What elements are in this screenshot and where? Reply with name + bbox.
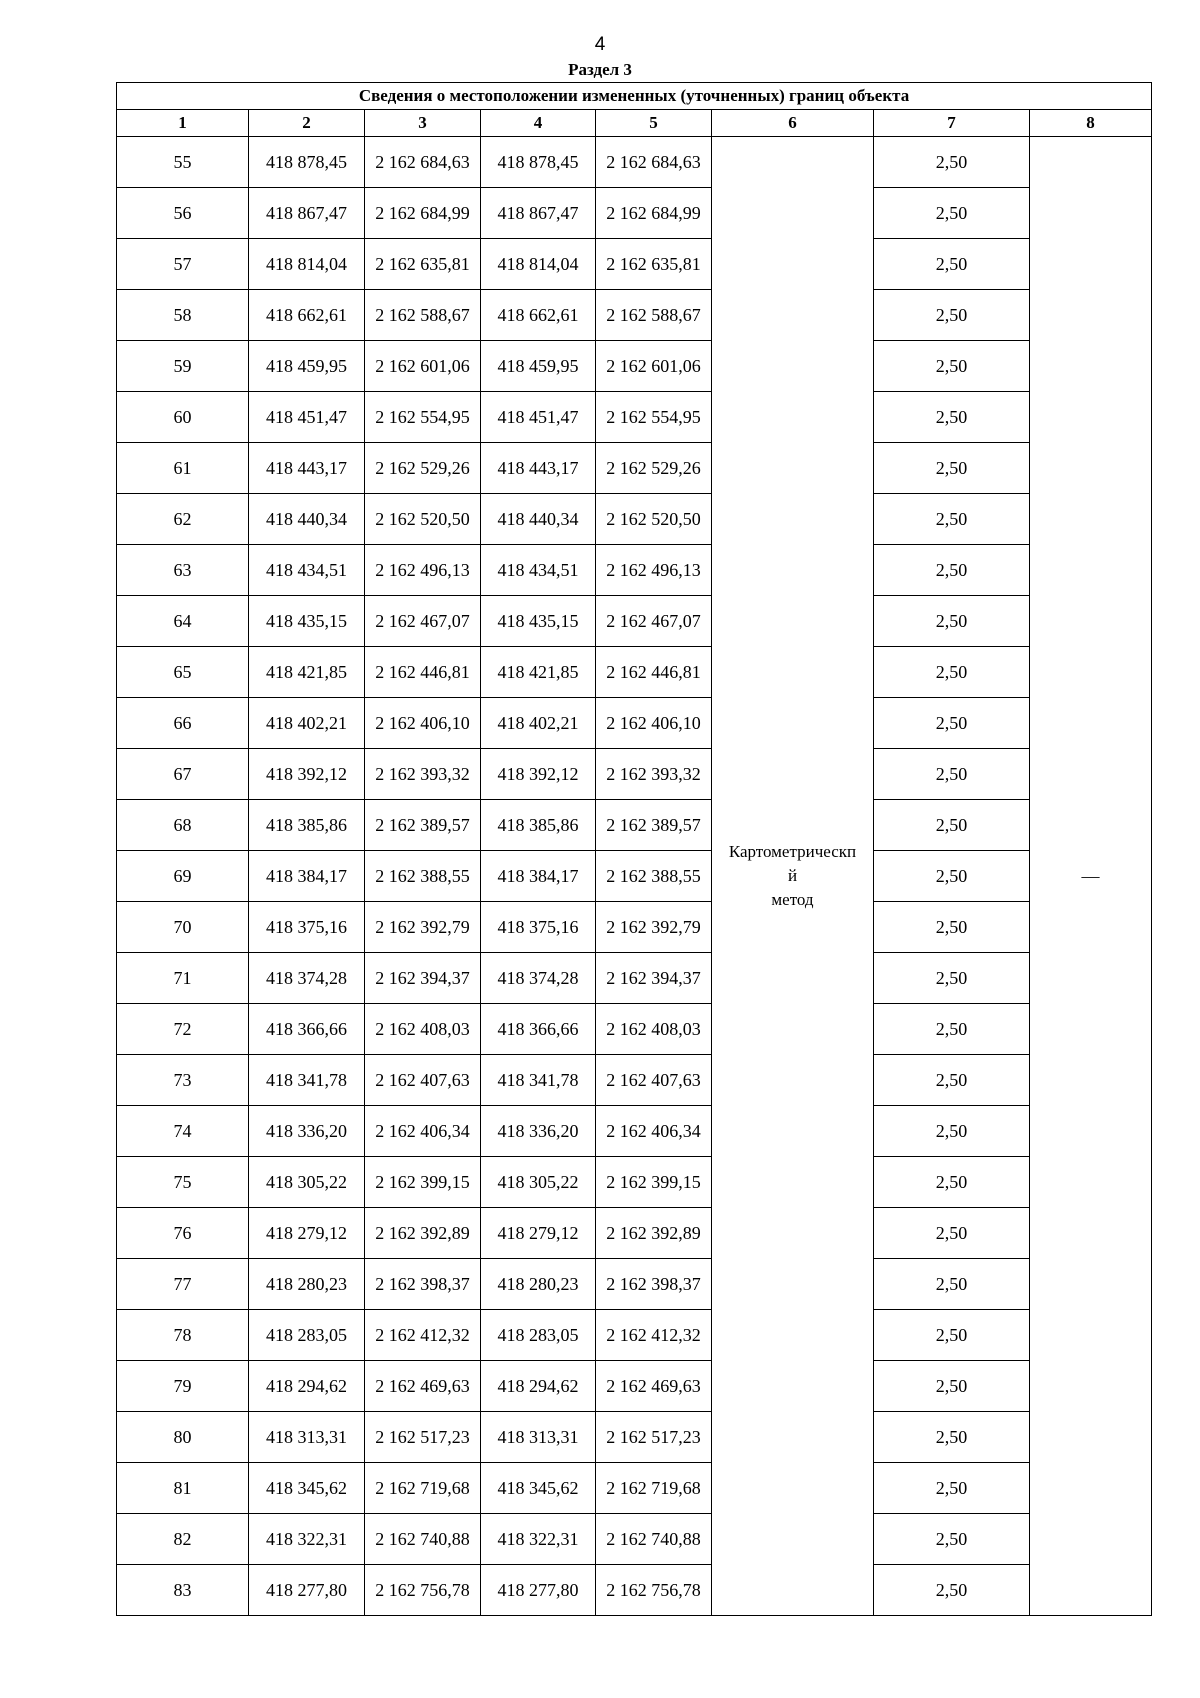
- table-row: [117, 1106, 1152, 1157]
- x-old-cell: 418 384,17: [249, 851, 365, 902]
- x-new-cell: 418 294,62: [481, 1361, 596, 1412]
- point-number-cell: 79: [117, 1361, 249, 1412]
- accuracy-cell: 2,50: [874, 1157, 1030, 1208]
- accuracy-cell: 2,50: [874, 392, 1030, 443]
- y-old-cell: 2 162 469,63: [365, 1361, 481, 1412]
- y-old-cell: 2 162 719,68: [365, 1463, 481, 1514]
- y-new-cell: 2 162 392,79: [596, 902, 712, 953]
- x-old-cell: 418 341,78: [249, 1055, 365, 1106]
- accuracy-cell: 2,50: [874, 749, 1030, 800]
- point-number-cell: 67: [117, 749, 249, 800]
- point-number-cell: 77: [117, 1259, 249, 1310]
- x-old-cell: 418 305,22: [249, 1157, 365, 1208]
- x-new-cell: 418 392,12: [481, 749, 596, 800]
- y-old-cell: 2 162 756,78: [365, 1565, 481, 1616]
- accuracy-cell: 2,50: [874, 1055, 1030, 1106]
- y-old-cell: 2 162 398,37: [365, 1259, 481, 1310]
- y-new-cell: 2 162 529,26: [596, 443, 712, 494]
- point-number-cell: 74: [117, 1106, 249, 1157]
- page-number: 4: [594, 34, 606, 55]
- y-new-cell: 2 162 684,63: [596, 137, 712, 188]
- accuracy-cell: 2,50: [874, 1361, 1030, 1412]
- x-new-cell: 418 313,31: [481, 1412, 596, 1463]
- x-old-cell: 418 392,12: [249, 749, 365, 800]
- y-new-cell: 2 162 635,81: [596, 239, 712, 290]
- point-number-cell: 57: [117, 239, 249, 290]
- column-number: 6: [712, 110, 874, 137]
- y-new-cell: 2 162 406,34: [596, 1106, 712, 1157]
- table-row: [117, 545, 1152, 596]
- table-row: [117, 647, 1152, 698]
- table-row: [117, 1514, 1152, 1565]
- x-old-cell: 418 375,16: [249, 902, 365, 953]
- x-new-cell: 418 341,78: [481, 1055, 596, 1106]
- point-number-cell: 61: [117, 443, 249, 494]
- table-row: [117, 596, 1152, 647]
- x-new-cell: 418 435,15: [481, 596, 596, 647]
- point-number-cell: 56: [117, 188, 249, 239]
- x-new-cell: 418 283,05: [481, 1310, 596, 1361]
- table-row: [117, 698, 1152, 749]
- table-caption: Сведения о местоположении измененных (уточненных) границ объекта: [117, 83, 1152, 110]
- table-row: [117, 239, 1152, 290]
- table-row: [117, 1463, 1152, 1514]
- point-number-cell: 55: [117, 137, 249, 188]
- y-old-cell: 2 162 412,32: [365, 1310, 481, 1361]
- x-old-cell: 418 421,85: [249, 647, 365, 698]
- x-new-cell: 418 451,47: [481, 392, 596, 443]
- table-row: [117, 1208, 1152, 1259]
- y-old-cell: 2 162 399,15: [365, 1157, 481, 1208]
- accuracy-cell: 2,50: [874, 1514, 1030, 1565]
- table-row: [117, 290, 1152, 341]
- point-number-cell: 66: [117, 698, 249, 749]
- y-old-cell: 2 162 392,79: [365, 902, 481, 953]
- point-number-cell: 64: [117, 596, 249, 647]
- y-new-cell: 2 162 467,07: [596, 596, 712, 647]
- accuracy-cell: 2,50: [874, 290, 1030, 341]
- coordinates-table: [116, 82, 1152, 1616]
- y-old-cell: 2 162 684,63: [365, 137, 481, 188]
- table-row: [117, 800, 1152, 851]
- accuracy-cell: 2,50: [874, 1412, 1030, 1463]
- y-old-cell: 2 162 388,55: [365, 851, 481, 902]
- x-new-cell: 418 385,86: [481, 800, 596, 851]
- table-row: [117, 1259, 1152, 1310]
- y-new-cell: 2 162 684,99: [596, 188, 712, 239]
- y-new-cell: 2 162 719,68: [596, 1463, 712, 1514]
- x-new-cell: 418 280,23: [481, 1259, 596, 1310]
- y-new-cell: 2 162 756,78: [596, 1565, 712, 1616]
- x-new-cell: 418 305,22: [481, 1157, 596, 1208]
- column-number: 3: [365, 110, 481, 137]
- x-old-cell: 418 402,21: [249, 698, 365, 749]
- table-row: [117, 1310, 1152, 1361]
- x-new-cell: 418 322,31: [481, 1514, 596, 1565]
- point-number-cell: 59: [117, 341, 249, 392]
- point-number-cell: 83: [117, 1565, 249, 1616]
- y-old-cell: 2 162 407,63: [365, 1055, 481, 1106]
- table-row: [117, 749, 1152, 800]
- y-old-cell: 2 162 393,32: [365, 749, 481, 800]
- table-row: [117, 1412, 1152, 1463]
- y-new-cell: 2 162 496,13: [596, 545, 712, 596]
- point-number-cell: 58: [117, 290, 249, 341]
- point-number-cell: 63: [117, 545, 249, 596]
- table-row: [117, 1004, 1152, 1055]
- x-new-cell: 418 336,20: [481, 1106, 596, 1157]
- x-old-cell: 418 322,31: [249, 1514, 365, 1565]
- method-line: й: [787, 866, 798, 885]
- x-old-cell: 418 385,86: [249, 800, 365, 851]
- y-old-cell: 2 162 635,81: [365, 239, 481, 290]
- point-number-cell: 75: [117, 1157, 249, 1208]
- x-old-cell: 418 662,61: [249, 290, 365, 341]
- x-old-cell: 418 814,04: [249, 239, 365, 290]
- accuracy-cell: 2,50: [874, 647, 1030, 698]
- x-old-cell: 418 279,12: [249, 1208, 365, 1259]
- table-row: [117, 953, 1152, 1004]
- x-new-cell: 418 345,62: [481, 1463, 596, 1514]
- point-number-cell: 76: [117, 1208, 249, 1259]
- x-new-cell: 418 878,45: [481, 137, 596, 188]
- column-number: 4: [481, 110, 596, 137]
- y-old-cell: 2 162 408,03: [365, 1004, 481, 1055]
- x-new-cell: 418 814,04: [481, 239, 596, 290]
- x-old-cell: 418 283,05: [249, 1310, 365, 1361]
- table-row: [117, 188, 1152, 239]
- point-number-cell: 82: [117, 1514, 249, 1565]
- accuracy-cell: 2,50: [874, 851, 1030, 902]
- x-old-cell: 418 294,62: [249, 1361, 365, 1412]
- y-old-cell: 2 162 394,37: [365, 953, 481, 1004]
- table-body: [117, 137, 1152, 1616]
- accuracy-cell: 2,50: [874, 800, 1030, 851]
- x-old-cell: 418 443,17: [249, 443, 365, 494]
- point-number-cell: 73: [117, 1055, 249, 1106]
- x-old-cell: 418 345,62: [249, 1463, 365, 1514]
- column-number: 8: [1030, 110, 1152, 137]
- y-old-cell: 2 162 520,50: [365, 494, 481, 545]
- point-number-cell: 80: [117, 1412, 249, 1463]
- y-new-cell: 2 162 740,88: [596, 1514, 712, 1565]
- accuracy-cell: 2,50: [874, 443, 1030, 494]
- point-number-cell: 72: [117, 1004, 249, 1055]
- x-old-cell: 418 878,45: [249, 137, 365, 188]
- table-row: [117, 137, 1152, 188]
- x-old-cell: 418 451,47: [249, 392, 365, 443]
- accuracy-cell: 2,50: [874, 1208, 1030, 1259]
- y-new-cell: 2 162 446,81: [596, 647, 712, 698]
- table-row: [117, 902, 1152, 953]
- x-new-cell: 418 384,17: [481, 851, 596, 902]
- table-row: [117, 494, 1152, 545]
- x-new-cell: 418 277,80: [481, 1565, 596, 1616]
- y-old-cell: 2 162 392,89: [365, 1208, 481, 1259]
- x-new-cell: 418 440,34: [481, 494, 596, 545]
- accuracy-cell: 2,50: [874, 188, 1030, 239]
- point-number-cell: 70: [117, 902, 249, 953]
- accuracy-cell: 2,50: [874, 596, 1030, 647]
- accuracy-cell: 2,50: [874, 902, 1030, 953]
- x-new-cell: 418 662,61: [481, 290, 596, 341]
- y-old-cell: 2 162 467,07: [365, 596, 481, 647]
- table-row: [117, 1565, 1152, 1616]
- y-old-cell: 2 162 684,99: [365, 188, 481, 239]
- column-number: 1: [117, 110, 249, 137]
- y-new-cell: 2 162 520,50: [596, 494, 712, 545]
- x-old-cell: 418 434,51: [249, 545, 365, 596]
- accuracy-cell: 2,50: [874, 1004, 1030, 1055]
- y-new-cell: 2 162 517,23: [596, 1412, 712, 1463]
- column-number-row: [117, 110, 1152, 137]
- point-number-cell: 62: [117, 494, 249, 545]
- point-number-cell: 69: [117, 851, 249, 902]
- section-title: Раздел 3: [568, 60, 632, 79]
- table-row: [117, 1055, 1152, 1106]
- accuracy-cell: 2,50: [874, 239, 1030, 290]
- y-new-cell: 2 162 394,37: [596, 953, 712, 1004]
- y-new-cell: 2 162 588,67: [596, 290, 712, 341]
- y-old-cell: 2 162 554,95: [365, 392, 481, 443]
- y-old-cell: 2 162 740,88: [365, 1514, 481, 1565]
- x-new-cell: 418 375,16: [481, 902, 596, 953]
- y-old-cell: 2 162 406,34: [365, 1106, 481, 1157]
- accuracy-cell: 2,50: [874, 953, 1030, 1004]
- x-old-cell: 418 277,80: [249, 1565, 365, 1616]
- y-new-cell: 2 162 392,89: [596, 1208, 712, 1259]
- y-new-cell: 2 162 393,32: [596, 749, 712, 800]
- x-new-cell: 418 279,12: [481, 1208, 596, 1259]
- method-line: метод: [771, 890, 814, 909]
- x-old-cell: 418 336,20: [249, 1106, 365, 1157]
- accuracy-cell: 2,50: [874, 137, 1030, 188]
- y-new-cell: 2 162 601,06: [596, 341, 712, 392]
- point-number-cell: 81: [117, 1463, 249, 1514]
- point-number-cell: 65: [117, 647, 249, 698]
- x-old-cell: 418 374,28: [249, 953, 365, 1004]
- accuracy-cell: 2,50: [874, 1310, 1030, 1361]
- y-old-cell: 2 162 517,23: [365, 1412, 481, 1463]
- x-new-cell: 418 374,28: [481, 953, 596, 1004]
- y-old-cell: 2 162 588,67: [365, 290, 481, 341]
- y-old-cell: 2 162 406,10: [365, 698, 481, 749]
- table-row: [117, 851, 1152, 902]
- point-number-cell: 68: [117, 800, 249, 851]
- y-new-cell: 2 162 406,10: [596, 698, 712, 749]
- accuracy-cell: 2,50: [874, 1259, 1030, 1310]
- x-new-cell: 418 402,21: [481, 698, 596, 749]
- y-new-cell: 2 162 554,95: [596, 392, 712, 443]
- x-new-cell: 418 459,95: [481, 341, 596, 392]
- x-old-cell: 418 366,66: [249, 1004, 365, 1055]
- y-old-cell: 2 162 446,81: [365, 647, 481, 698]
- table-row: [117, 392, 1152, 443]
- x-old-cell: 418 313,31: [249, 1412, 365, 1463]
- accuracy-cell: 2,50: [874, 1106, 1030, 1157]
- point-number-cell: 71: [117, 953, 249, 1004]
- column-8-cell: —: [1030, 137, 1152, 1616]
- column-number: 2: [249, 110, 365, 137]
- accuracy-cell: 2,50: [874, 494, 1030, 545]
- x-old-cell: 418 280,23: [249, 1259, 365, 1310]
- column-number: 7: [874, 110, 1030, 137]
- y-old-cell: 2 162 529,26: [365, 443, 481, 494]
- table-row: [117, 341, 1152, 392]
- y-new-cell: 2 162 469,63: [596, 1361, 712, 1412]
- accuracy-cell: 2,50: [874, 698, 1030, 749]
- method-line: Картометрическп: [728, 842, 857, 861]
- x-new-cell: 418 366,66: [481, 1004, 596, 1055]
- x-old-cell: 418 867,47: [249, 188, 365, 239]
- y-new-cell: 2 162 412,32: [596, 1310, 712, 1361]
- accuracy-cell: 2,50: [874, 545, 1030, 596]
- x-old-cell: 418 435,15: [249, 596, 365, 647]
- y-new-cell: 2 162 388,55: [596, 851, 712, 902]
- x-new-cell: 418 434,51: [481, 545, 596, 596]
- y-old-cell: 2 162 496,13: [365, 545, 481, 596]
- accuracy-cell: 2,50: [874, 1565, 1030, 1616]
- x-old-cell: 418 440,34: [249, 494, 365, 545]
- point-number-cell: 60: [117, 392, 249, 443]
- column-number: 5: [596, 110, 712, 137]
- x-new-cell: 418 867,47: [481, 188, 596, 239]
- accuracy-cell: 2,50: [874, 341, 1030, 392]
- point-number-cell: 78: [117, 1310, 249, 1361]
- table-row: [117, 1361, 1152, 1412]
- y-new-cell: 2 162 399,15: [596, 1157, 712, 1208]
- x-new-cell: 418 421,85: [481, 647, 596, 698]
- y-new-cell: 2 162 398,37: [596, 1259, 712, 1310]
- y-new-cell: 2 162 389,57: [596, 800, 712, 851]
- y-old-cell: 2 162 601,06: [365, 341, 481, 392]
- y-new-cell: 2 162 408,03: [596, 1004, 712, 1055]
- table-row: [117, 443, 1152, 494]
- table-row: [117, 1157, 1152, 1208]
- accuracy-cell: 2,50: [874, 1463, 1030, 1514]
- y-new-cell: 2 162 407,63: [596, 1055, 712, 1106]
- x-new-cell: 418 443,17: [481, 443, 596, 494]
- method-cell: [712, 137, 874, 1616]
- x-old-cell: 418 459,95: [249, 341, 365, 392]
- y-old-cell: 2 162 389,57: [365, 800, 481, 851]
